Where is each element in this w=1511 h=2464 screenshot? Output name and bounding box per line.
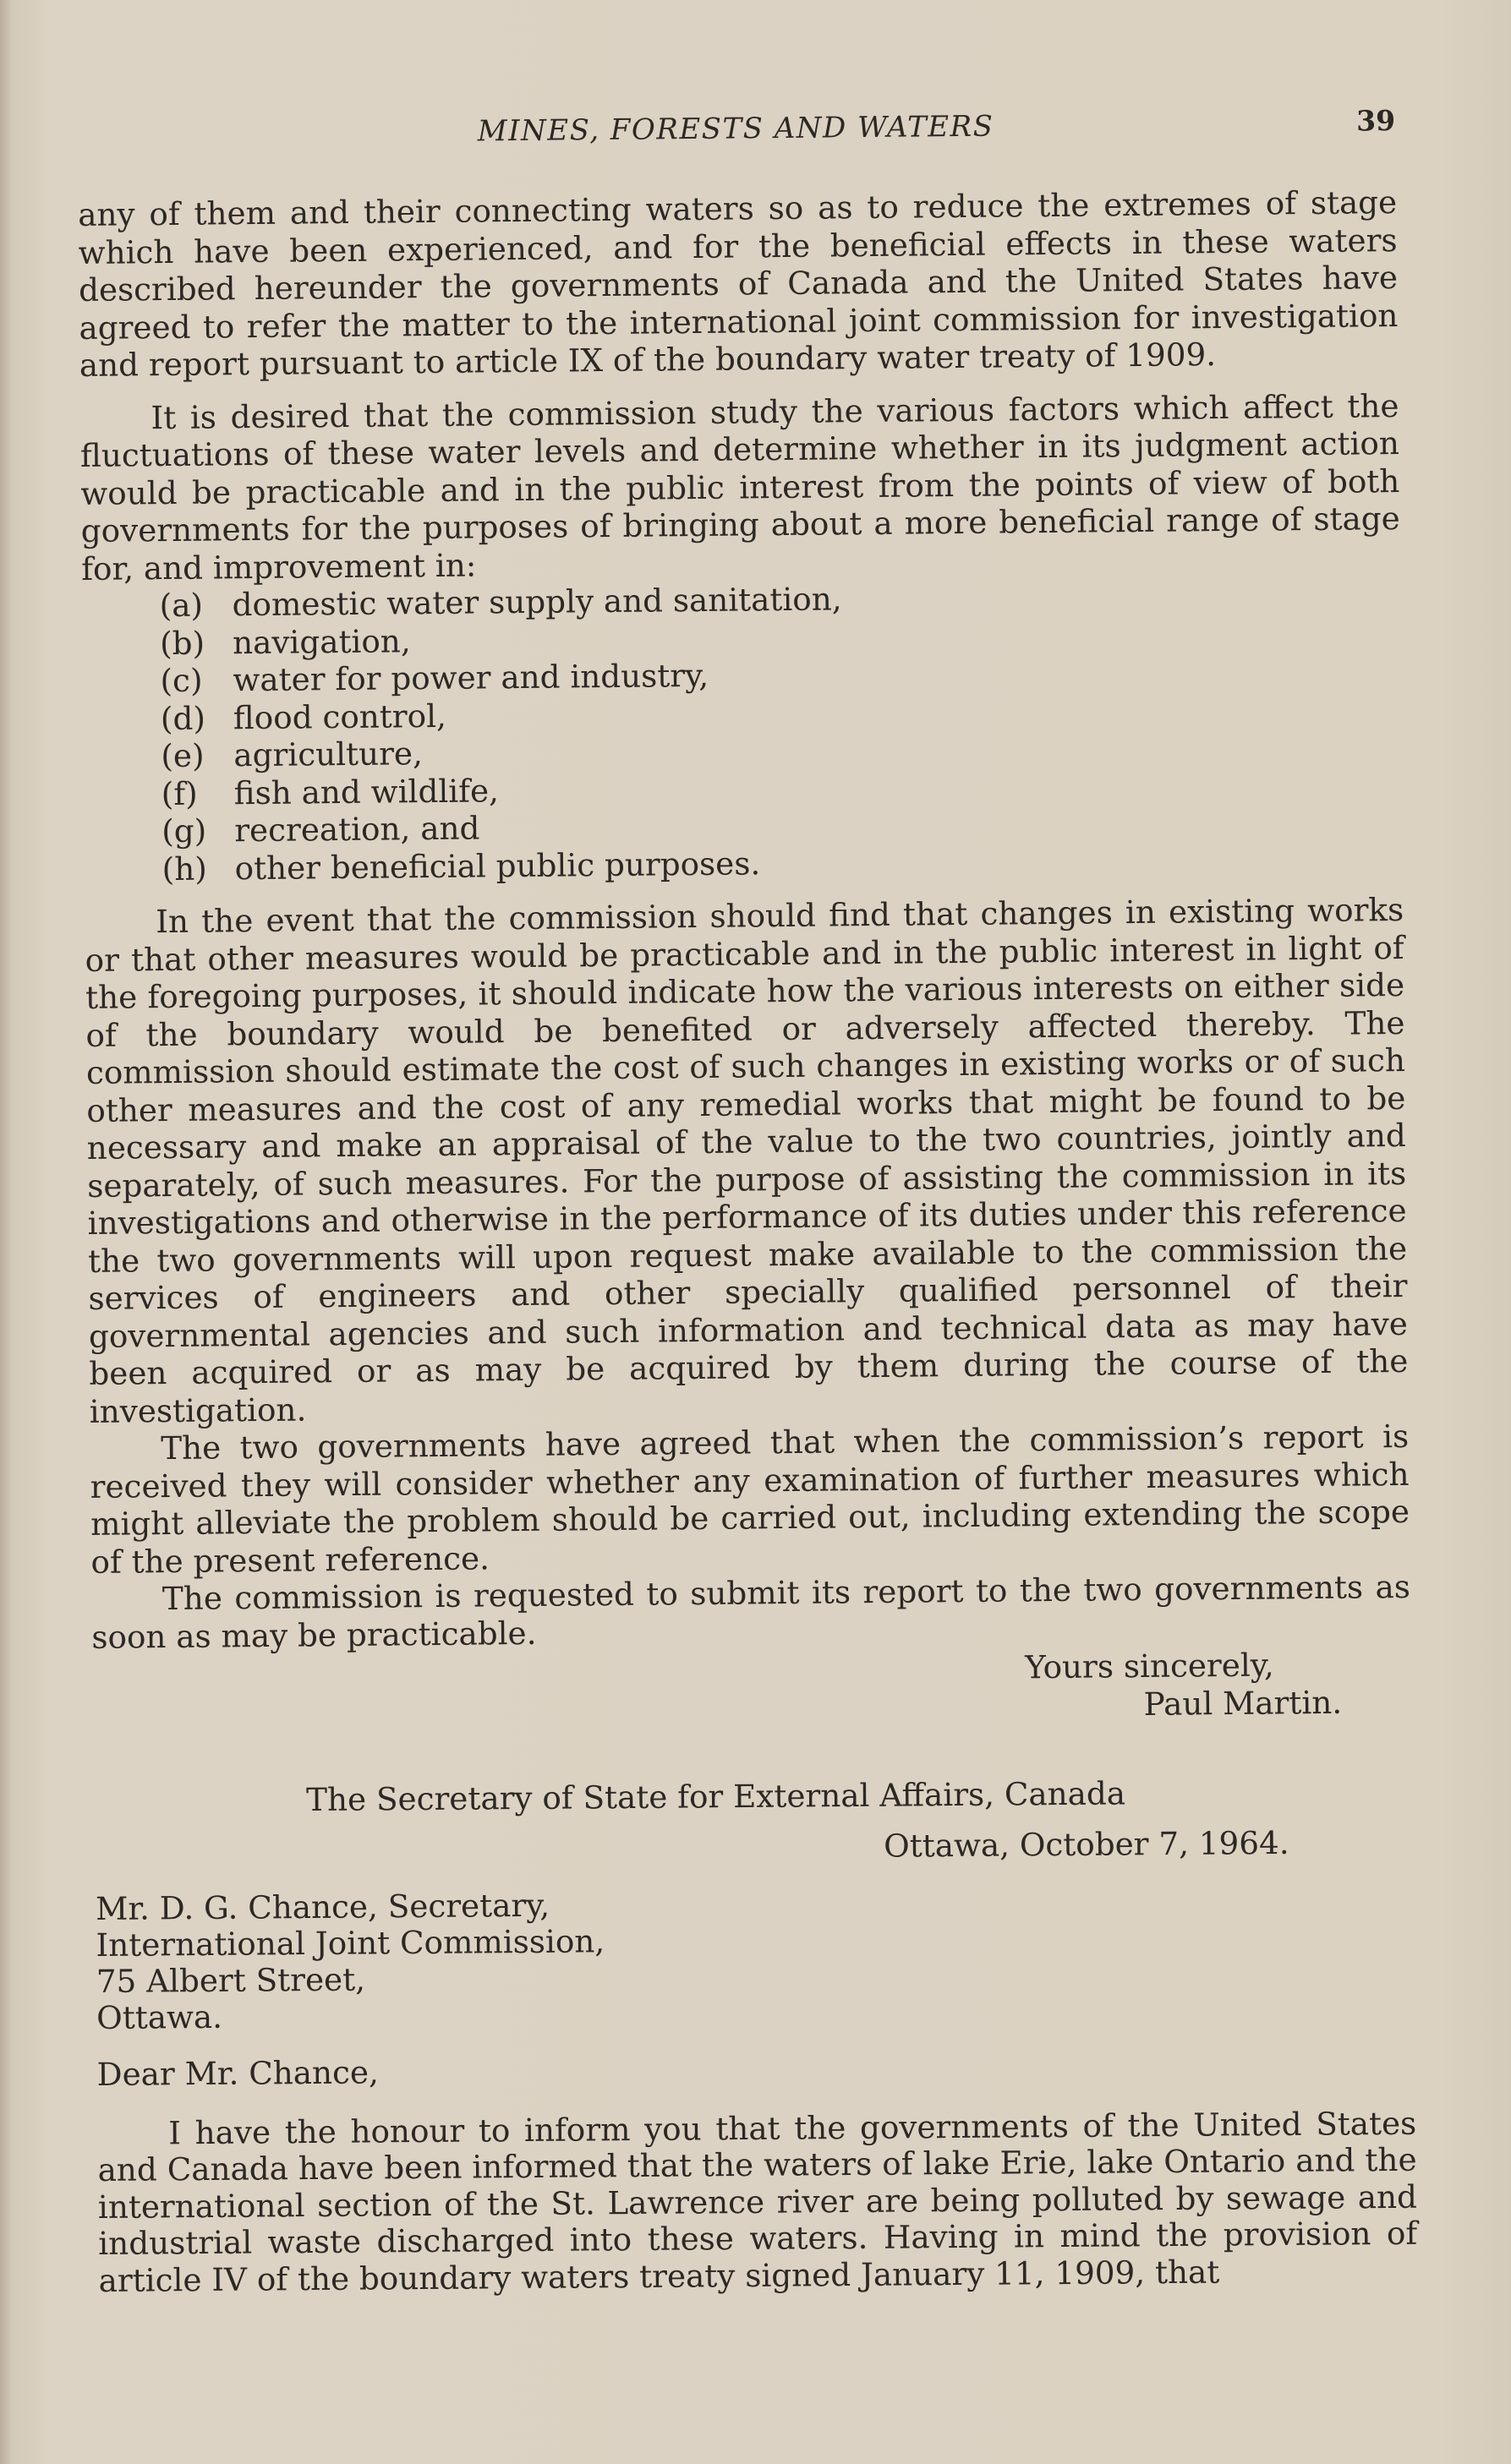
running-head: MINES, FORESTS AND WATERS bbox=[477, 109, 994, 149]
paragraph: The two governments have agreed that when the commission’s report is received they will consider whether any examination of further measures which might alleviate the problem should be carried out, including extending the scope of the present reference. bbox=[90, 1417, 1410, 1581]
paragraph: In the event that the commission should find that changes in existing works or that other measures would be practicable and in the public interest in light of the foregoing purposes, it should indicate how the various interests on either side of the boundary would be benefited or adversely affected thereby. The commission should estimate the cost of such changes in existing works or of such other measures and the cost of any remedial works that might be found to be necessary and make an appraisal of the value to the two countries, jointly and separately, of such measures. For the purpose of assisting the commission in its investigations and otherwise in the performance of its duties under this reference the two governments will upon request make available to the commission the services of engineers and other specially qualified personnel of their governmental agencies and such information and technical data as may have been acquired or as may be acquired by them during the course of the investigation. bbox=[85, 890, 1409, 1430]
closing: Yours sincerely, bbox=[1024, 1646, 1274, 1686]
recipient-address bbox=[96, 1881, 1415, 2036]
list-item: (h) other beneficial public purposes. bbox=[162, 844, 761, 888]
list-item: (d) flood control, bbox=[160, 697, 447, 737]
list-item: (b) navigation, bbox=[159, 621, 411, 662]
address-line: 75 Albert Street, bbox=[96, 1960, 366, 2000]
list-item: (c) water for power and industry, bbox=[160, 656, 709, 700]
letter-body: I have the honour to inform you that the governments of the United States and Canada have been informed that the waters of lake Erie, lake Ontario and the international section of the St. Lawrence river are being polluted by sewage and industrial waste discharged into these waters. Having in mind the provision of article IV of the boundary waters treaty signed January 11, 1909, that bbox=[97, 2104, 1418, 2299]
dateline: Ottawa, October 7, 1964. bbox=[884, 1823, 1289, 1865]
paragraph: It is desired that the commission study the various factors which affect the fluctuations of these water levels and determine whether in its judgment action would be practicable and in the public interest from the points of view of both governments for the purposes of bringing about a more beneficial range of stage for, and improvement in: bbox=[79, 386, 1400, 587]
address-line: Ottawa. bbox=[96, 1997, 223, 2036]
paragraph: any of them and their connecting waters so as to reduce the extremes of stage which have been experienced, and for the beneficial effects in these waters described hereunder the governments of Canada and the United States have agreed to refer the matter to the international joint commission for investigation and report pursuant to article IX of the boundary water treaty of 1909. bbox=[78, 183, 1399, 384]
list-item: (e) agriculture, bbox=[161, 735, 424, 775]
page-header bbox=[76, 106, 1395, 161]
list-item: (a) domestic water supply and sanitation, bbox=[159, 580, 842, 625]
list-item: (g) recreation, and bbox=[162, 809, 480, 850]
page-number: 39 bbox=[1355, 104, 1396, 138]
address-line: International Joint Commission, bbox=[96, 1922, 605, 1964]
address-line: Mr. D. G. Chance, Secretary, bbox=[95, 1886, 550, 1927]
second-letter bbox=[95, 1773, 1418, 2299]
salutation: Dear Mr. Chance, bbox=[96, 2053, 380, 2093]
paragraph: The commission is requested to submit its report to the two governments as soon as may be practicable. bbox=[91, 1567, 1411, 1656]
letter-sender: The Secretary of State for External Affairs, Canada bbox=[305, 1774, 1126, 1819]
first-letter-continuation bbox=[78, 183, 1411, 1733]
list-item: (f) fish and wildlife, bbox=[161, 771, 500, 812]
purposes-list bbox=[159, 575, 1403, 888]
signature: Paul Martin. bbox=[1143, 1683, 1343, 1723]
